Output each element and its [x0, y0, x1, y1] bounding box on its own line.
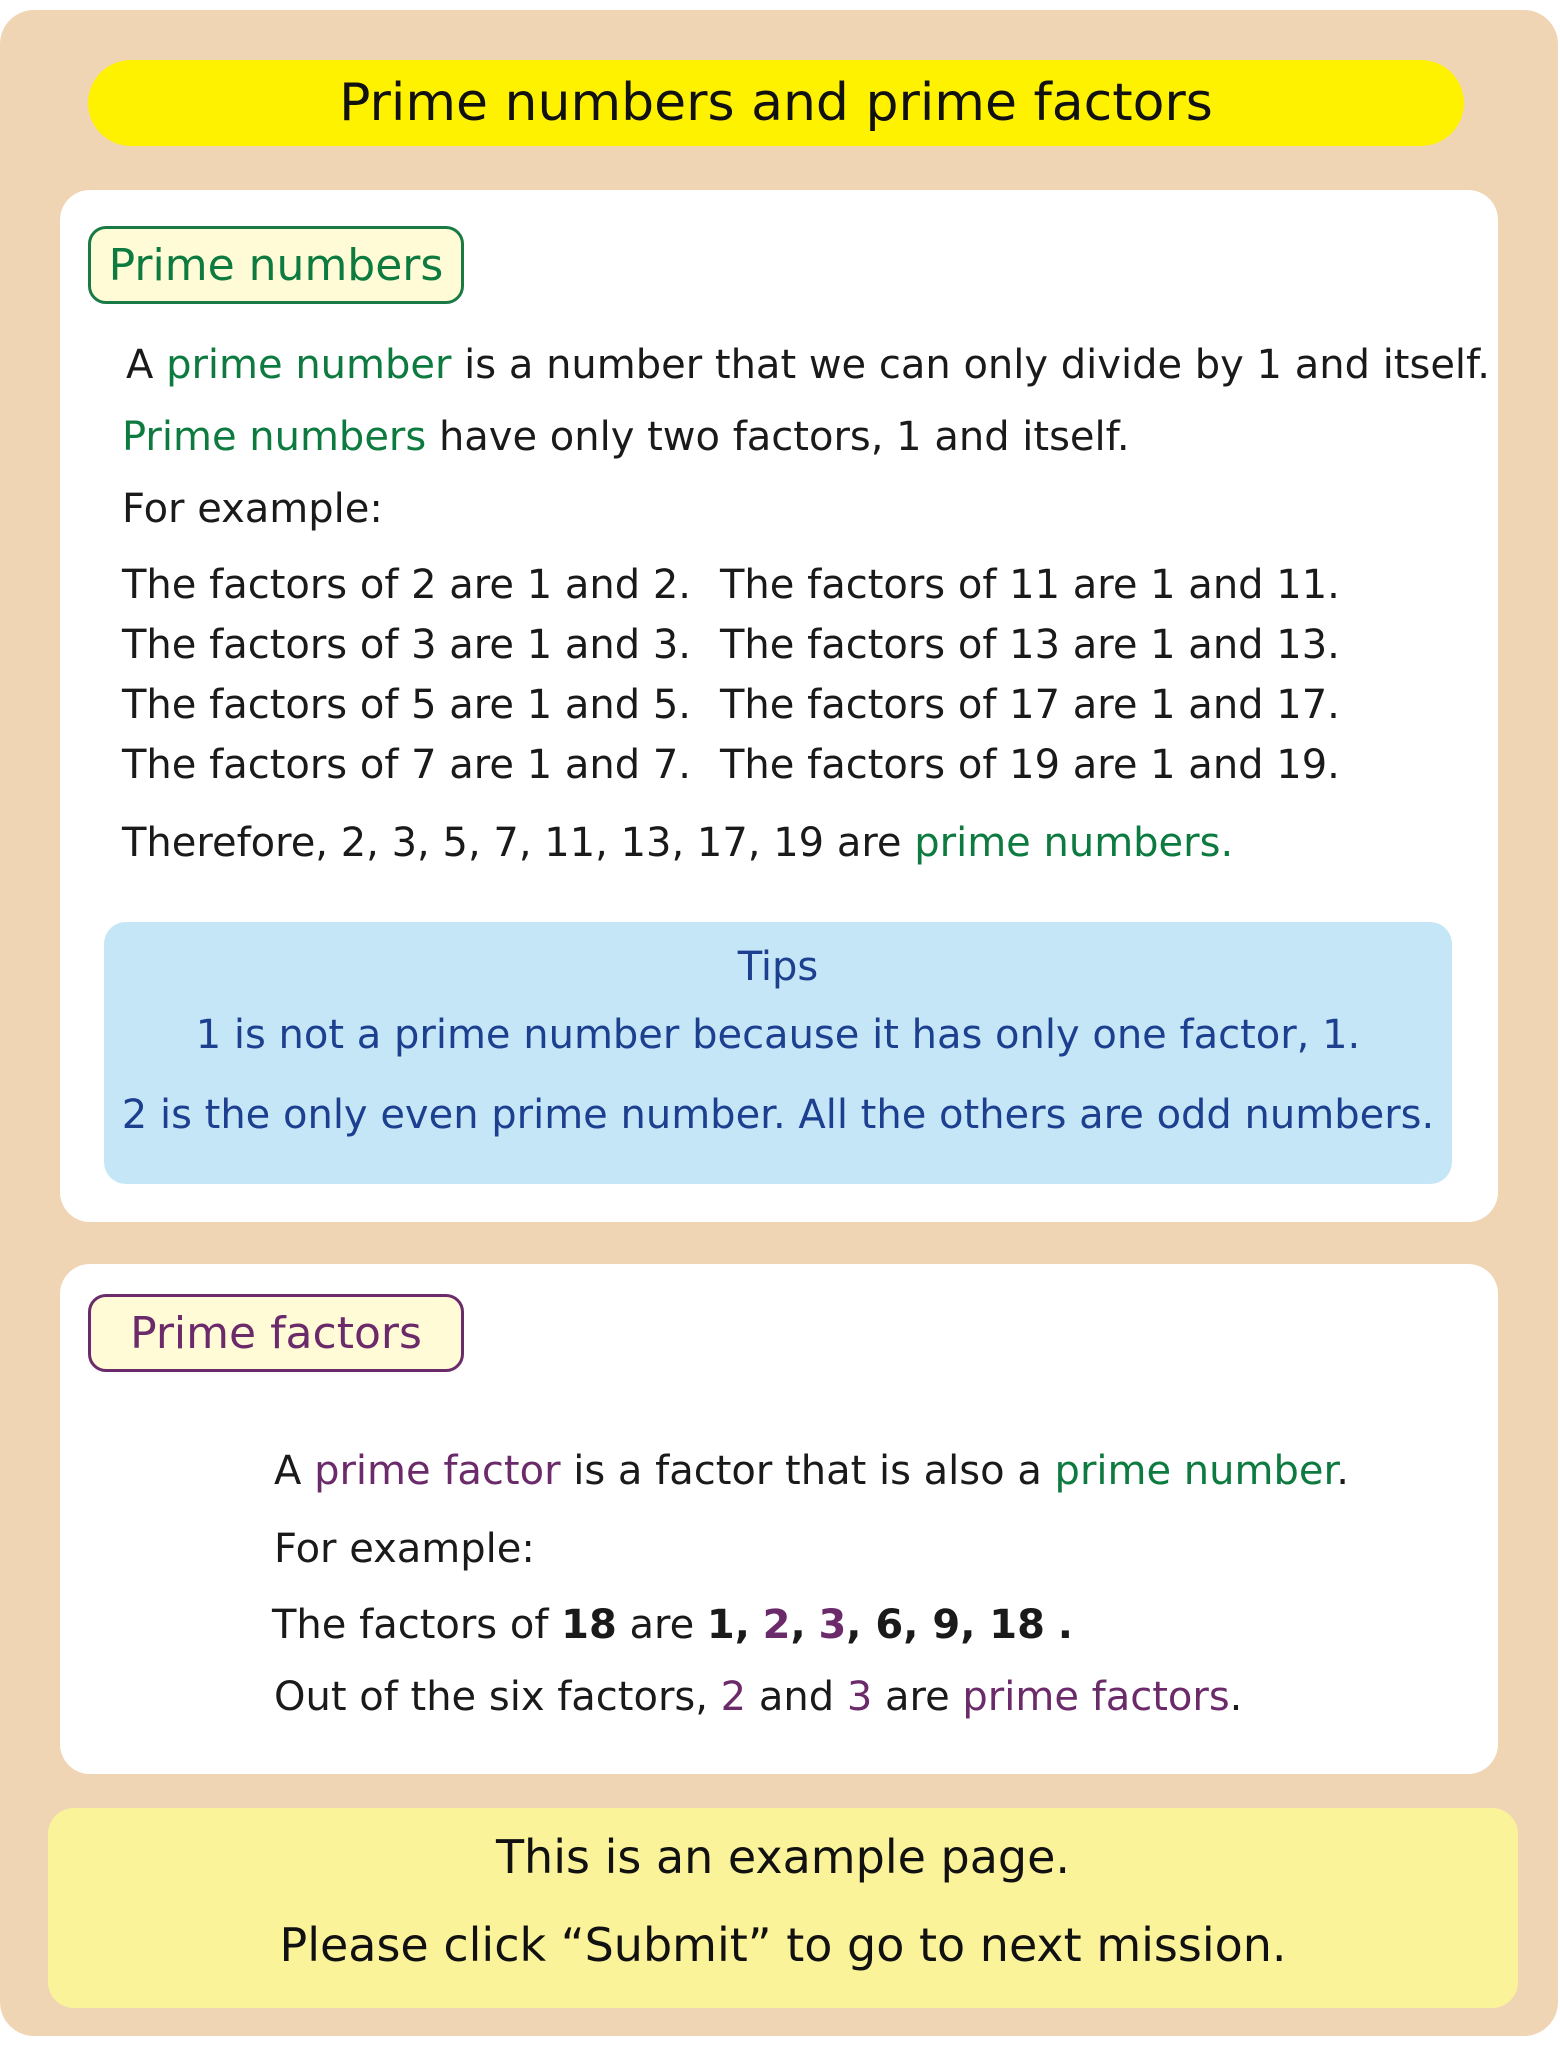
example-left-1: The factors of 2 are 1 and 2.	[122, 562, 691, 608]
page-frame	[0, 10, 1558, 2036]
prime-factors-heading	[88, 1294, 464, 1372]
factors-of-18-line	[272, 1602, 1073, 1648]
prime-factors-term: prime factors	[962, 1674, 1230, 1720]
def-rest: is a number that we can only divide by 1 and itself.	[464, 342, 1490, 388]
tips-title: Tips	[737, 944, 819, 990]
factor-rest: , 6, 9, 18	[846, 1602, 1045, 1648]
prime-numbers-term: Prime numbers	[122, 414, 427, 460]
tips-line-2: 2 is the only even prime number. All the others are odd numbers.	[121, 1092, 1435, 1138]
def-a: A	[126, 342, 154, 388]
example-right-1: The factors of 11 are 1 and 11.	[720, 562, 1340, 608]
page-title-text: Prime numbers and prime factors	[339, 73, 1213, 133]
therefore-line	[122, 820, 1233, 866]
pf-prime-number-term: prime number	[1054, 1448, 1337, 1494]
out-are: are	[885, 1674, 950, 1720]
therefore-text: Therefore, 2, 3, 5, 7, 11, 13, 17, 19 are	[122, 820, 902, 866]
prime-factors-heading-text: Prime factors	[130, 1307, 422, 1359]
factors-num: 18	[561, 1602, 617, 1648]
factor-2: 2	[762, 1602, 791, 1648]
two-factors-line	[122, 414, 1130, 460]
instruction-line-2: Please click “Submit” to go to next mission.	[279, 1918, 1287, 1972]
pf-for-example: For example:	[274, 1526, 535, 1572]
tips-box	[104, 922, 1452, 1184]
factor-comma: ,	[790, 1602, 806, 1648]
example-right-2: The factors of 13 are 1 and 13.	[720, 622, 1340, 668]
therefore-term: prime numbers.	[914, 820, 1234, 866]
factor-3: 3	[818, 1602, 847, 1648]
factors-are: are	[629, 1602, 695, 1648]
for-example-label: For example:	[122, 486, 383, 532]
tips-line-1: 1 is not a prime number because it has only one factor, 1.	[195, 1012, 1361, 1058]
instruction-box	[48, 1808, 1518, 2008]
out-and: and	[758, 1674, 835, 1720]
factors-prefix: The factors of	[272, 1602, 549, 1648]
factor-1: 1,	[706, 1602, 750, 1648]
out-of-six-line	[274, 1674, 1242, 1720]
prime-numbers-card	[60, 190, 1498, 1222]
example-left-3: The factors of 5 are 1 and 5.	[122, 682, 691, 728]
instruction-line-1: This is an example page.	[495, 1830, 1071, 1884]
example-left-4: The factors of 7 are 1 and 7.	[122, 742, 691, 788]
example-left-2: The factors of 3 are 1 and 3.	[122, 622, 691, 668]
prime-factors-card	[60, 1264, 1498, 1774]
prime-number-definition	[126, 342, 1490, 388]
out-prefix: Out of the six factors,	[274, 1674, 708, 1720]
prime-factor-definition	[274, 1448, 1349, 1494]
pf-def-a: A	[274, 1448, 302, 1494]
pf-def-end: .	[1336, 1448, 1349, 1494]
pf-def-mid: is a factor that is also a	[573, 1448, 1042, 1494]
prime-factor-term: prime factor	[314, 1448, 561, 1494]
page-title	[88, 60, 1464, 146]
factor-period: .	[1057, 1602, 1073, 1648]
prime-numbers-heading-text: Prime numbers	[108, 239, 444, 291]
prime-number-term: prime number	[166, 342, 452, 388]
prime-numbers-heading	[88, 226, 464, 304]
example-right-4: The factors of 19 are 1 and 19.	[720, 742, 1340, 788]
two-factors-rest: have only two factors, 1 and itself.	[438, 414, 1130, 460]
out-end: .	[1229, 1674, 1243, 1720]
example-right-3: The factors of 17 are 1 and 17.	[720, 682, 1340, 728]
out-3: 3	[846, 1674, 873, 1720]
out-2: 2	[720, 1674, 747, 1720]
